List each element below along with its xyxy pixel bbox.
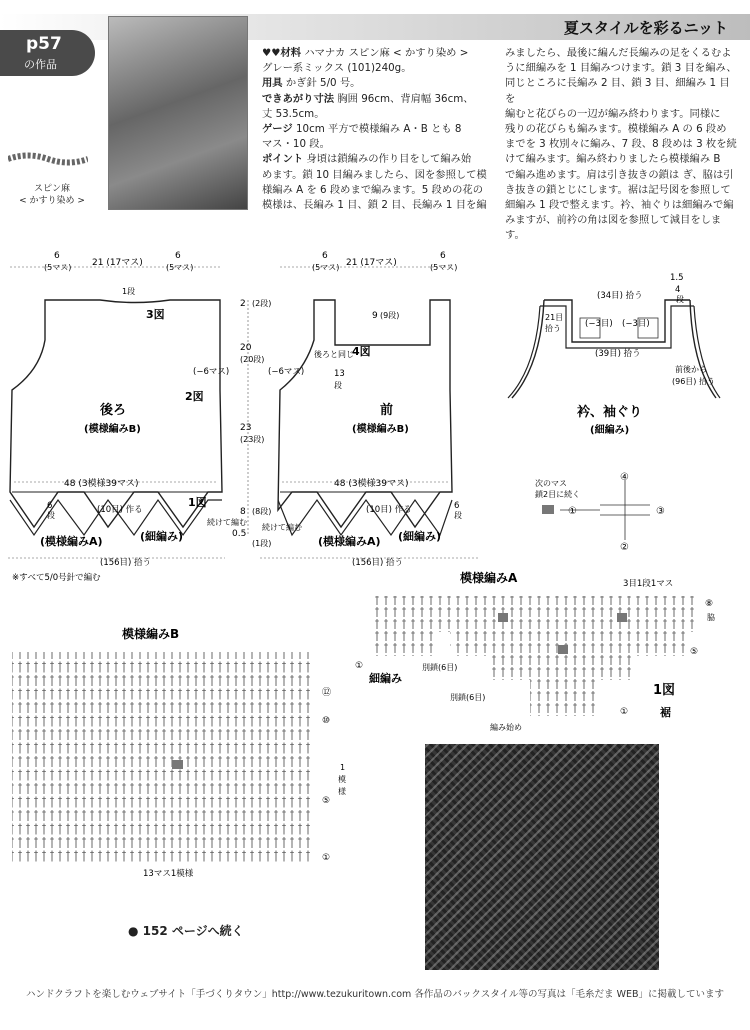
pattern-b-row10: ⑩ (322, 716, 331, 726)
front-neck-depth-rows: (9段) (380, 311, 400, 320)
back-shoulder-left-sub: (5マス) (44, 263, 72, 272)
point-label: ポイント (262, 153, 304, 166)
front-width: 48 (3模様39マス) (334, 479, 409, 489)
fig4-c2: ② (620, 542, 629, 553)
measure-05-rows: (1段) (252, 539, 272, 548)
instr-line-8: で編み進めます。肩は引き抜きの鎖は ぎ、脇は引 (505, 168, 734, 181)
front-shoulder-right: 6 (440, 251, 446, 261)
measure-05: 0.5 (232, 529, 247, 539)
needle-note: ※すべて5/0号針で編む (12, 573, 101, 583)
instr-line-9: き抜きの鎖とじにします。裾は記号図を参照して (505, 183, 731, 196)
back-fig3: 3図 (146, 308, 165, 321)
back-neck-width: 21 (17マス) (92, 258, 143, 268)
swatch-photo (425, 744, 659, 970)
pattern-b-repeat-2: 模 (338, 775, 346, 784)
point-text-2: めます。鎖 10 目編みましたら、図を参照して模 (262, 168, 487, 181)
point-text-3: 様編み A を 6 段めまで編みます。5 段めの花の (262, 183, 484, 196)
collar-measure-15: 1.5 (670, 273, 684, 283)
front-shoulder-left: 6 (322, 251, 328, 261)
fig4-next2: 鎖2目に続く (535, 490, 581, 499)
point-text: 身頃は鎖編みの作り目をして編み始 (306, 153, 472, 166)
front-neck-width: 21 (17マス) (346, 258, 397, 268)
pattern-a-hem: 裾 (660, 706, 671, 719)
gauge-text-2: マス・10 段。 (262, 138, 330, 151)
pattern-b-bottom: 13マス1模様 (143, 869, 194, 879)
pattern-b-title: 模様編みB (122, 627, 180, 641)
fig4-c1: ① (568, 506, 577, 517)
instr-line-7: けて編みます。編み終わりましたら模様編み B (505, 153, 721, 166)
collar-bottom-pick: (39目) 拾う (595, 349, 641, 359)
collar-diagram (508, 273, 720, 436)
back-diagram (8, 251, 247, 568)
back-pick-up: (156目) 拾う (100, 558, 152, 568)
pattern-b-chart (0, 620, 360, 885)
vertical-measures (232, 298, 271, 548)
front-armhole-dec: (−6マス) (268, 367, 305, 377)
back-pattern: (模様編みB) (84, 424, 141, 435)
pattern-a-repeat: 3目1段1マス (623, 579, 674, 589)
tools-text: かぎ針 5/0 号。 (285, 77, 361, 90)
yarn-label-name: スピン麻 (33, 184, 70, 194)
back-neck-rows: 1段 (122, 287, 136, 296)
front-sc-label: (細編み) (398, 530, 442, 543)
gauge-label: ゲージ (262, 123, 293, 136)
front-same-as-back: 後ろと同じ (314, 350, 354, 359)
collar-title: 衿、袖ぐり (577, 405, 643, 420)
fig4-next1: 次のマス (535, 479, 567, 488)
collar-measure-4: 4 (675, 285, 681, 295)
collar-pattern: (細編み) (590, 425, 630, 436)
measure-20-rows: (20段) (240, 355, 265, 364)
measure-23-rows: (23段) (240, 435, 265, 444)
measure-20: 20 (240, 343, 252, 353)
back-fig1: 1図 (188, 496, 207, 509)
front-hem-rows: 段 (454, 511, 462, 520)
pattern-a-row8: ⑧ (705, 599, 714, 609)
materials-color: グレー系ミックス (101)240g。 (262, 62, 412, 75)
instr-line-6: までを 3 枚別々に編み、7 段、8 段めは 3 枚を続 (505, 138, 737, 151)
pattern-b-repeat-3: 様 (338, 787, 346, 796)
collar-dec-right: (−3目) (622, 319, 650, 329)
measure-8-rows: (8段) (252, 507, 272, 516)
footer-text: ハンドクラフトを楽しむウェブサイト「手づくりタウン」http://www.tezukuritown.com 各作品のバックスタイル等の写真は「毛糸だま WEB」に掲載しています (26, 989, 724, 1000)
fig4-c3: ③ (656, 506, 665, 517)
model-photo (108, 16, 248, 210)
materials-label: ♥♥材料 (262, 47, 302, 59)
back-shoulder-right-sub: (5マス) (166, 263, 194, 272)
armhole-pick-1: 前後から (675, 365, 707, 374)
measure-23: 23 (240, 423, 252, 433)
front-chain-start: (10目) 作る (366, 505, 412, 515)
measure-2: 2 (240, 299, 246, 309)
front-fig4: 4図 (352, 345, 371, 358)
back-pattern-a: (模様編みA) (40, 535, 103, 548)
fig4-diagram (535, 472, 665, 553)
page-number: p57 (26, 34, 62, 54)
front-armhole-rows: 段 (334, 381, 342, 390)
gauge-text: 10cm 平方で模様編み A・B とも 8 (295, 123, 462, 136)
pattern-a-row1-right: ① (620, 707, 629, 717)
collar-top-pick: (34目) 拾う (597, 291, 643, 301)
measure-2-rows: (2段) (252, 299, 272, 308)
pattern-a-row1-left: ① (355, 661, 364, 671)
back-width: 48 (3模様39マス) (64, 479, 139, 489)
point-text-4: 模様は、長編み 1 目、鎖 2 目、長編み 1 目を編 (262, 199, 487, 212)
pattern-b-row12: ⑫ (322, 688, 332, 698)
front-continue: 続けて編む (262, 523, 302, 532)
collar-dec-left: (−3目) (585, 319, 613, 329)
back-hem-rows: 段 (47, 511, 55, 520)
collar-measure-rows: 段 (676, 295, 684, 304)
yarn-label (12, 183, 92, 207)
front-pattern: (模様編みB) (352, 424, 409, 435)
back-shoulder-right: 6 (175, 251, 181, 261)
front-armhole-height: 13 (334, 369, 345, 379)
front-pick-up: (156目) 拾う (352, 558, 404, 568)
instr-line-10: 細編み 1 段で整えます。衿、袖ぐりは細編みで編 (505, 199, 734, 212)
front-diagram (260, 251, 480, 568)
instr-line-1: みましたら、最後に編んだ長編みの足をくるむよ (505, 47, 732, 59)
measure-8: 8 (240, 507, 246, 517)
pattern-a-side: 脇 (707, 613, 715, 622)
front-neck-depth: 9 (372, 311, 378, 321)
pattern-a-fig1: 1図 (653, 683, 676, 698)
tools-label: 用具 (262, 77, 283, 90)
fig4-c4: ④ (620, 472, 629, 483)
back-sc-label: (細編み) (140, 530, 184, 543)
back-hem-height: 6 (47, 501, 53, 511)
yarn-sample-image (8, 148, 88, 170)
pattern-b-repeat-1: 1 (340, 763, 346, 772)
front-title: 前 (380, 403, 394, 418)
armhole-pick-2: (96目) 拾う (672, 377, 715, 386)
continue-note: ● 152 ページへ続く (128, 924, 244, 938)
size-label: できあがり寸法 (262, 92, 335, 105)
front-pattern-a: (模様編みA) (318, 535, 381, 548)
front-outline (278, 300, 452, 527)
collar-left-pick: 拾う (545, 324, 561, 333)
pattern-a-title: 模様編みA (460, 571, 518, 585)
back-chain-start: (10目) 作る (97, 505, 143, 515)
garment-diagrams (0, 240, 750, 585)
pattern-a-sc: 細編み (369, 672, 402, 685)
pattern-a-chart (355, 570, 745, 735)
instr-line-2: うに細編みを 1 目編みつけます。鎖 3 目を編み、 (505, 62, 737, 75)
back-continue: 続けて編む (207, 518, 247, 527)
materials-yarn: ハマナカ スピン麻 < かすり染め > (304, 47, 469, 59)
back-shoulder-left: 6 (54, 251, 60, 261)
instructions-text (505, 46, 737, 244)
back-armhole-dec: (−6マス) (193, 367, 230, 377)
instr-line-11: みますが、前衿の角は図を参照して減目をします。 (505, 214, 722, 242)
pattern-a-row5-right: ⑤ (690, 647, 699, 657)
pattern-a-sep2: 別鎖(6目) (450, 693, 486, 702)
pattern-a-start: 編み始め (490, 723, 522, 732)
pattern-b-row5: ⑤ (322, 796, 331, 806)
back-fig2: 2図 (185, 390, 204, 403)
pattern-b-row1: ① (322, 853, 331, 863)
collar-left-count: 21目 (545, 313, 564, 322)
yarn-label-dye: < かすり染め > (19, 196, 85, 206)
instr-line-3: 同じところに長編み 2 目、鎖 3 目、細編み 1 目を (505, 77, 730, 105)
back-title: 後ろ (100, 403, 127, 418)
header-title: 夏スタイルを彩るニット (563, 19, 728, 37)
front-shoulder-left-sub: (5マス) (312, 263, 340, 272)
materials-text (262, 46, 494, 213)
page-badge (0, 30, 95, 76)
instr-line-4: 編むと花びらの一辺が編み終わります。同様に (505, 107, 721, 120)
instr-line-5: 残りの花びらも編みます。模様編み A の 6 段め (505, 123, 727, 136)
size-length: 丈 53.5cm。 (262, 107, 325, 120)
pattern-a-sep1: 別鎖(6目) (422, 663, 458, 672)
front-hem-height: 6 (454, 501, 460, 511)
page-badge-sub: の作品 (24, 58, 57, 71)
size-text: 胸囲 96cm、背肩幅 36cm、 (337, 92, 474, 105)
front-shoulder-right-sub: (5マス) (430, 263, 458, 272)
